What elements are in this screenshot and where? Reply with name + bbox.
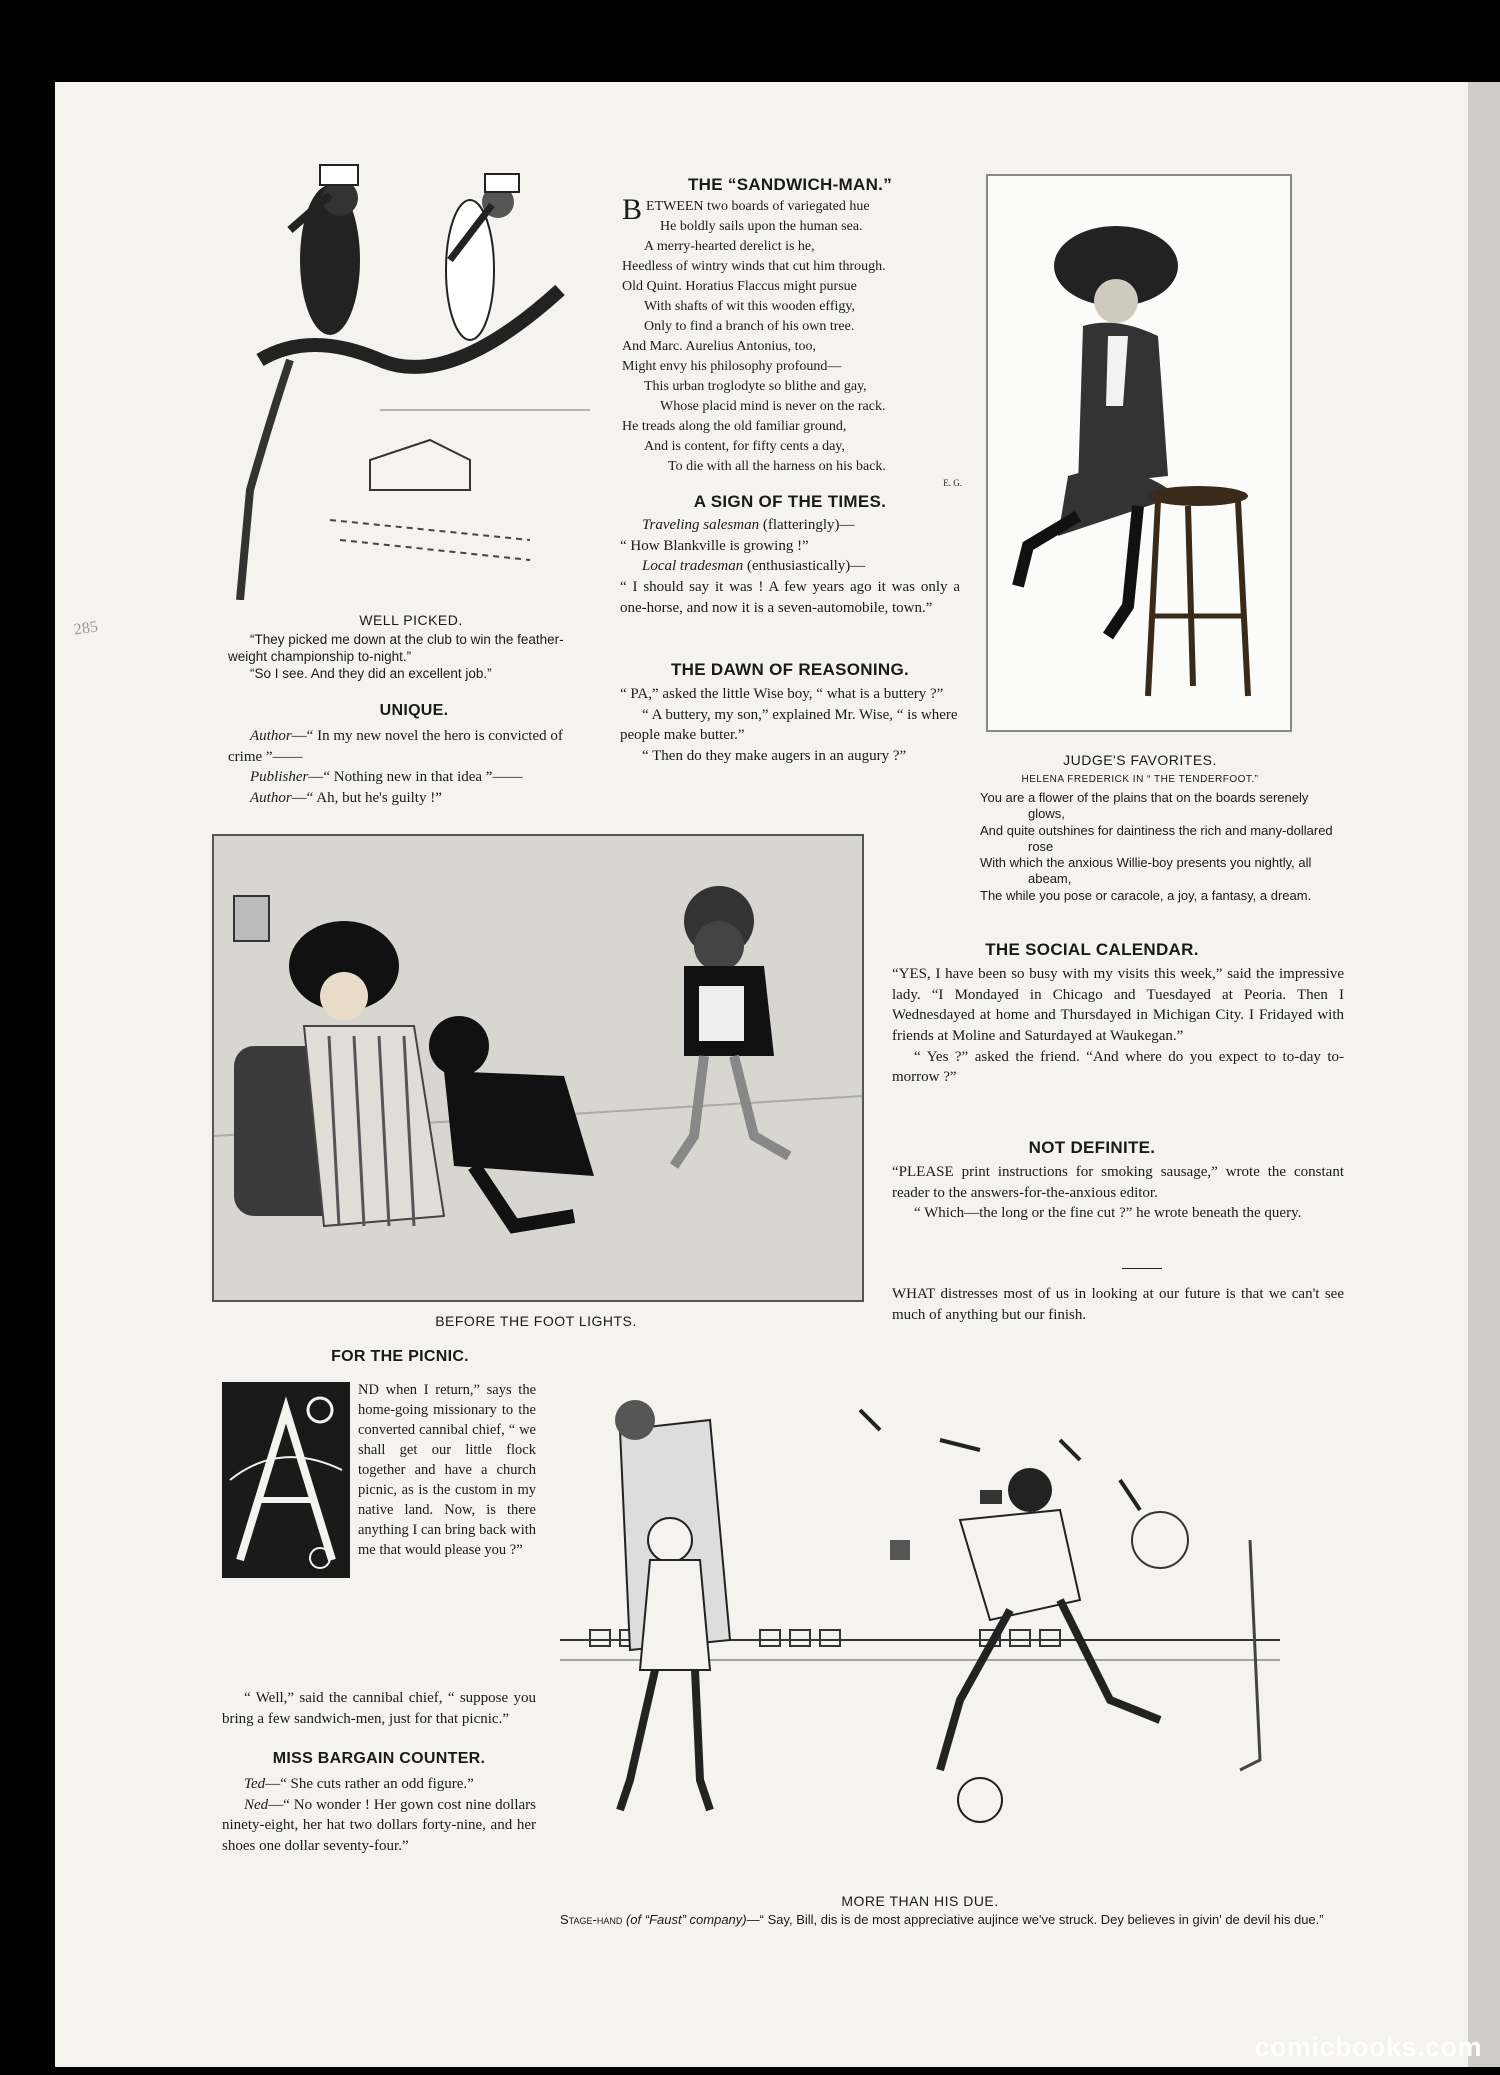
poem-signature: E. G. (943, 478, 962, 489)
sign-times-title: A SIGN OF THE TIMES. (693, 492, 887, 511)
unique-line-3: —“ Ah, but he's guilty !” (291, 790, 442, 807)
unique-line-2: —“ Nothing new in that idea ”—— (308, 769, 523, 786)
social-text (892, 964, 1344, 1088)
what-text: WHAT distresses most of us in looking at our future is that we can't see much of anything but our finish. (892, 1286, 1344, 1323)
unique-speaker-1: Author (250, 728, 292, 744)
due-text: —“ Say, Bill, dis is de most appreciative aujince we've struck. Dey believes in givin' de devil his due.” (746, 1912, 1324, 1927)
bargain-quote-1: —“ She cuts rather an odd figure.” (265, 1776, 474, 1792)
sandwich-title: THE “SANDWICH-MAN.” (687, 175, 892, 194)
not-definite-text (892, 1162, 1344, 1224)
favorites-title: JUDGE'S FAVORITES. (1063, 752, 1217, 768)
poem-line: He boldly sails upon the human sea. (660, 219, 863, 235)
favorites-subtitle: HELENA FREDERICK IN “ THE TENDERFOOT.” (1021, 774, 1259, 785)
bargain-quote-2: —“ No wonder ! Her gown cost nine dollars ninety-eight, her hat two dollars forty-nine, and her shoes one dollar seventy-four.” (222, 1796, 536, 1855)
poem-line: This urban troglodyte so blithe and gay, (644, 379, 867, 395)
sign-times-speaker-1: Traveling salesman (642, 517, 760, 533)
well-picked-illustration (230, 160, 600, 600)
unique-title: UNIQUE. (379, 702, 449, 719)
foot-lights-illustration (212, 834, 864, 1302)
poem-line: Might envy his philosophy profound— (622, 359, 842, 375)
social-p2: “ Yes ?” asked the friend. “And where do you expect to to-day to-morrow ?” (892, 1048, 1344, 1086)
bargain-text (222, 1774, 536, 1857)
favorites-verse (980, 790, 1340, 904)
due-speaker: Stage-hand (560, 1912, 623, 1927)
well-picked-title: WELL PICKED. (359, 612, 463, 628)
social-title: THE SOCIAL CALENDAR. (985, 940, 1199, 959)
sandwich-poem (622, 193, 962, 490)
poem-line: ETWEEN two boards of variegated hue (646, 199, 870, 214)
sign-times-quote-2: “ I should say it was ! A few years ago it was only a one-horse, and now it is a seven-automobile, town.” (620, 579, 960, 616)
poem-line: With shafts of wit this wooden effigy, (644, 299, 855, 315)
dawn-title: THE DAWN OF REASONING. (671, 660, 909, 679)
helena-frederick-photo (986, 174, 1292, 732)
due-caption (560, 1912, 1360, 1928)
favorites-line: You are a flower of the plains that on the boards serenely glows, (980, 790, 1309, 822)
poem-line: He treads along the old familiar ground, (622, 419, 847, 435)
well-picked-text (228, 632, 600, 683)
favorites-line: The while you pose or caracole, a joy, a fantasy, a dream. (980, 887, 1312, 903)
picnic-title: FOR THE PICNIC. (331, 1348, 469, 1365)
well-picked-line-1: “They picked me down at the club to win the feather-weight championship to-night.” (228, 632, 564, 664)
poem-line: Old Quint. Horatius Flaccus might pursue (622, 279, 857, 295)
not-definite-p2: “ Which—the long or the fine cut ?” he wrote beneath the query. (914, 1205, 1302, 1222)
due-speaker-note: (of “Faust” company) (625, 1912, 747, 1927)
favorites-line: With which the anxious Willie-boy presents you nightly, all abeam, (980, 855, 1312, 887)
well-picked-line-2: “So I see. And they did an excellent job.” (250, 665, 492, 681)
bargain-speaker-1: Ted (244, 1776, 266, 1792)
poem-line: Whose placid mind is never on the rack. (660, 399, 886, 415)
poem-line: To die with all the harness on his back. (668, 459, 886, 475)
dawn-text (620, 684, 960, 767)
sign-times-note-1: (flatteringly)— (762, 517, 855, 533)
sign-times-note-2: (enthusiastically)— (747, 558, 866, 575)
sandwich-drop-cap: B (622, 193, 643, 226)
not-definite-p1: “PLEASE print instructions for smoking sausage,” wrote the constant reader to the answers-for-the-anxious editor. (892, 1164, 1344, 1201)
poem-line: Only to find a branch of his own tree. (644, 319, 855, 335)
facing-page-edge (1468, 82, 1500, 2067)
more-than-his-due-illustration (560, 1340, 1280, 1880)
bargain-title: MISS BARGAIN COUNTER. (272, 1750, 486, 1767)
unique-speaker-2: Publisher (250, 769, 309, 786)
unique-line-1: —“ In my new novel the hero is convicted of crime ”—— (228, 728, 563, 765)
poem-line: A merry-hearted derelict is he, (644, 239, 815, 255)
unique-speaker-3: Author (250, 790, 292, 807)
picnic-reply (222, 1688, 536, 1729)
pencil-page-mark: 285 (72, 618, 99, 639)
bargain-speaker-2: Ned (244, 1796, 269, 1813)
illuminated-initial-a (220, 1380, 352, 1580)
sign-times-speaker-2: Local tradesman (642, 558, 744, 575)
watermark-logo: comicbooks.com (1254, 2032, 1482, 2062)
divider-rule (1122, 1268, 1162, 1269)
dawn-p2: “ A buttery, my son,” explained Mr. Wise, “ is where people make butter.” (620, 706, 958, 744)
picnic-p1: ND when I return,” says the home-going missionary to the converted cannibal chief, “ we shall get our little flock together and have a church picnic, as is the custom in my native land. Now, is there anything I can bring back with me that would please you ?” (358, 1382, 536, 1558)
poem-line: Heedless of wintry winds that cut him through. (622, 259, 886, 275)
social-p1: “YES, I have been so busy with my visits this week,” said the impressive lady. “I Mondayed in Chicago and Tuesdayed at Peoria. Then I Wednesdayed at home and Thursdayed in Michigan City. I Fridayed with friends at Moline and Saturdayed at Waukegan.” (892, 966, 1344, 1045)
not-definite-title: NOT DEFINITE. (1028, 1138, 1156, 1157)
favorites-line: And quite outshines for daintiness the rich and many-dollared rose (980, 822, 1333, 854)
dawn-p1: “ PA,” asked the little Wise boy, “ what is a buttery ?” (620, 686, 944, 702)
due-title: MORE THAN HIS DUE. (841, 1893, 999, 1909)
sign-times-text (620, 515, 960, 618)
unique-text (228, 726, 600, 809)
picnic-body (358, 1380, 536, 1560)
picnic-p2: “ Well,” said the cannibal chief, “ suppose you bring a few sandwich-men, just for that picnic.” (222, 1690, 536, 1727)
poem-line: And is content, for fifty cents a day, (644, 439, 845, 455)
foot-lights-caption: BEFORE THE FOOT LIGHTS. (435, 1313, 637, 1329)
poem-line: And Marc. Aurelius Antonius, too, (622, 339, 817, 355)
sign-times-quote-1: “ How Blankville is growing !” (620, 537, 809, 554)
dawn-p3: “ Then do they make augers in an augury ?” (642, 748, 907, 765)
